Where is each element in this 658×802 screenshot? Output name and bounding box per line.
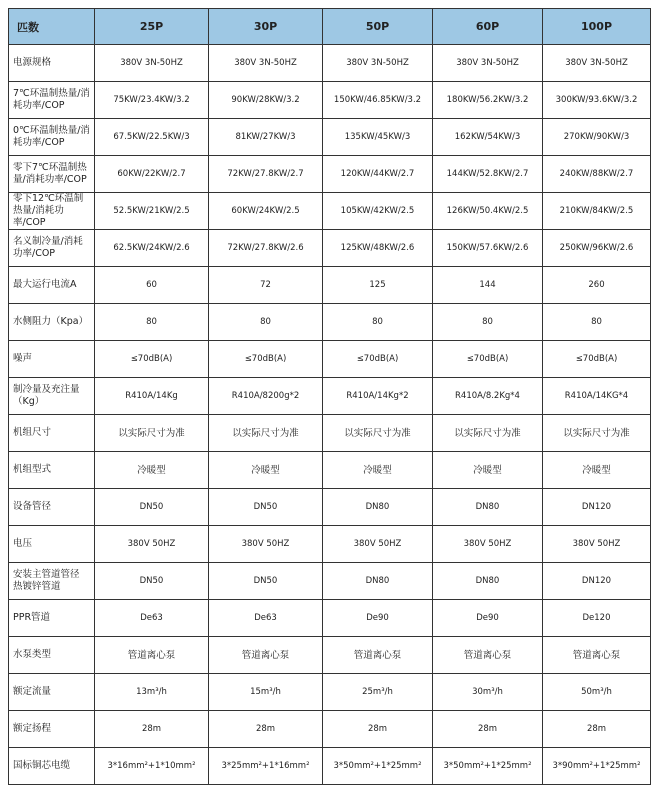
table-cell: ≤70dB(A) bbox=[543, 341, 651, 378]
spec-table bbox=[8, 8, 651, 785]
table-cell: DN120 bbox=[543, 489, 651, 526]
table-cell: 冷暖型 bbox=[323, 452, 433, 489]
table-cell: De90 bbox=[433, 600, 543, 637]
table-cell: 150KW/57.6KW/2.6 bbox=[433, 230, 543, 267]
table-cell: 135KW/45KW/3 bbox=[323, 119, 433, 156]
table-cell: 80 bbox=[433, 304, 543, 341]
table-cell: 28m bbox=[323, 711, 433, 748]
header-cell: 匹数 bbox=[9, 9, 95, 45]
table-cell: 126KW/50.4KW/2.5 bbox=[433, 193, 543, 230]
table-cell: DN80 bbox=[433, 563, 543, 600]
table-cell: 120KW/44KW/2.7 bbox=[323, 156, 433, 193]
table-cell: De120 bbox=[543, 600, 651, 637]
table-cell: 125KW/48KW/2.6 bbox=[323, 230, 433, 267]
table-cell: 80 bbox=[323, 304, 433, 341]
header-cell: 100P bbox=[543, 9, 651, 45]
row-label: 噪声 bbox=[9, 341, 95, 378]
table-cell: DN50 bbox=[209, 563, 323, 600]
table-cell: DN120 bbox=[543, 563, 651, 600]
table-cell: 240KW/88KW/2.7 bbox=[543, 156, 651, 193]
table-cell: 260 bbox=[543, 267, 651, 304]
table-cell: 105KW/42KW/2.5 bbox=[323, 193, 433, 230]
table-row bbox=[9, 711, 651, 748]
table-cell: 以实际尺寸为准 bbox=[543, 415, 651, 452]
table-row bbox=[9, 748, 651, 785]
table-cell: 以实际尺寸为准 bbox=[323, 415, 433, 452]
table-row bbox=[9, 267, 651, 304]
row-label: 电压 bbox=[9, 526, 95, 563]
table-cell: 125 bbox=[323, 267, 433, 304]
table-cell: ≤70dB(A) bbox=[209, 341, 323, 378]
table-cell: 3*16mm²+1*10mm² bbox=[95, 748, 209, 785]
table-cell: 162KW/54KW/3 bbox=[433, 119, 543, 156]
table-cell: 3*50mm²+1*25mm² bbox=[433, 748, 543, 785]
table-cell: De90 bbox=[323, 600, 433, 637]
table-row bbox=[9, 452, 651, 489]
table-cell: 72KW/27.8KW/2.6 bbox=[209, 230, 323, 267]
table-cell: 380V 50HZ bbox=[433, 526, 543, 563]
table-row bbox=[9, 193, 651, 230]
table-row bbox=[9, 637, 651, 674]
table-row bbox=[9, 230, 651, 267]
header-cell: 60P bbox=[433, 9, 543, 45]
table-cell: 冷暖型 bbox=[433, 452, 543, 489]
table-cell: 144 bbox=[433, 267, 543, 304]
table-cell: 冷暖型 bbox=[95, 452, 209, 489]
table-cell: 25m³/h bbox=[323, 674, 433, 711]
row-label: 最大运行电流A bbox=[9, 267, 95, 304]
table-cell: 以实际尺寸为准 bbox=[95, 415, 209, 452]
row-label: 机组尺寸 bbox=[9, 415, 95, 452]
table-cell: 3*25mm²+1*16mm² bbox=[209, 748, 323, 785]
table-cell: 50m³/h bbox=[543, 674, 651, 711]
table-cell: 90KW/28KW/3.2 bbox=[209, 82, 323, 119]
table-cell: DN80 bbox=[323, 489, 433, 526]
table-cell: 管道离心泵 bbox=[209, 637, 323, 674]
table-cell: 81KW/27KW/3 bbox=[209, 119, 323, 156]
table-cell: 210KW/84KW/2.5 bbox=[543, 193, 651, 230]
table-row bbox=[9, 526, 651, 563]
table-cell: R410A/8.2Kg*4 bbox=[433, 378, 543, 415]
row-label: 设备管径 bbox=[9, 489, 95, 526]
table-row bbox=[9, 563, 651, 600]
table-cell: 75KW/23.4KW/3.2 bbox=[95, 82, 209, 119]
table-row bbox=[9, 82, 651, 119]
table-cell: 15m³/h bbox=[209, 674, 323, 711]
table-cell: 80 bbox=[543, 304, 651, 341]
table-cell: DN80 bbox=[323, 563, 433, 600]
table-cell: 180KW/56.2KW/3.2 bbox=[433, 82, 543, 119]
table-cell: 52.5KW/21KW/2.5 bbox=[95, 193, 209, 230]
header-cell: 50P bbox=[323, 9, 433, 45]
row-label: PPR管道 bbox=[9, 600, 95, 637]
table-cell: 80 bbox=[95, 304, 209, 341]
row-label: 0℃环温制热量/消耗功率/COP bbox=[9, 119, 95, 156]
table-cell: 30m³/h bbox=[433, 674, 543, 711]
row-label: 零下12℃环温制热量/消耗功率/COP bbox=[9, 193, 95, 230]
table-cell: 13m³/h bbox=[95, 674, 209, 711]
table-cell: 80 bbox=[209, 304, 323, 341]
table-cell: 28m bbox=[209, 711, 323, 748]
table-cell: 380V 50HZ bbox=[543, 526, 651, 563]
table-cell: 3*90mm²+1*25mm² bbox=[543, 748, 651, 785]
table-cell: 380V 3N-50HZ bbox=[323, 45, 433, 82]
table-row bbox=[9, 415, 651, 452]
table-cell: ≤70dB(A) bbox=[95, 341, 209, 378]
row-label: 7℃环温制热量/消耗功率/COP bbox=[9, 82, 95, 119]
table-cell: DN80 bbox=[433, 489, 543, 526]
table-cell: 380V 50HZ bbox=[95, 526, 209, 563]
table-cell: 150KW/46.85KW/3.2 bbox=[323, 82, 433, 119]
table-cell: DN50 bbox=[95, 563, 209, 600]
table-row bbox=[9, 489, 651, 526]
row-label: 机组型式 bbox=[9, 452, 95, 489]
table-cell: 28m bbox=[95, 711, 209, 748]
table-cell: De63 bbox=[209, 600, 323, 637]
table-cell: 以实际尺寸为准 bbox=[209, 415, 323, 452]
row-label: 电源规格 bbox=[9, 45, 95, 82]
row-label: 水侧阻力（Kpa） bbox=[9, 304, 95, 341]
row-label: 零下7℃环温制热量/消耗功率/COP bbox=[9, 156, 95, 193]
table-cell: R410A/8200g*2 bbox=[209, 378, 323, 415]
table-cell: 62.5KW/24KW/2.6 bbox=[95, 230, 209, 267]
table-cell: R410A/14KG*4 bbox=[543, 378, 651, 415]
table-cell: 380V 3N-50HZ bbox=[433, 45, 543, 82]
row-label: 名义制冷量/消耗功率/COP bbox=[9, 230, 95, 267]
table-cell: 144KW/52.8KW/2.7 bbox=[433, 156, 543, 193]
table-cell: 380V 50HZ bbox=[209, 526, 323, 563]
table-row bbox=[9, 674, 651, 711]
table-cell: 380V 50HZ bbox=[323, 526, 433, 563]
row-label: 额定流量 bbox=[9, 674, 95, 711]
table-cell: 3*50mm²+1*25mm² bbox=[323, 748, 433, 785]
row-label: 安装主管道管径 热镀锌管道 bbox=[9, 563, 95, 600]
table-cell: 67.5KW/22.5KW/3 bbox=[95, 119, 209, 156]
table-cell: ≤70dB(A) bbox=[323, 341, 433, 378]
table-cell: DN50 bbox=[95, 489, 209, 526]
table-cell: De63 bbox=[95, 600, 209, 637]
spec-table-container bbox=[8, 8, 650, 785]
table-row bbox=[9, 119, 651, 156]
table-row bbox=[9, 600, 651, 637]
table-cell: 72 bbox=[209, 267, 323, 304]
table-cell: 冷暖型 bbox=[209, 452, 323, 489]
table-cell: 冷暖型 bbox=[543, 452, 651, 489]
table-row bbox=[9, 341, 651, 378]
row-label: 水泵类型 bbox=[9, 637, 95, 674]
table-row bbox=[9, 304, 651, 341]
table-cell: 380V 3N-50HZ bbox=[95, 45, 209, 82]
table-cell: ≤70dB(A) bbox=[433, 341, 543, 378]
header-cell: 30P bbox=[209, 9, 323, 45]
table-cell: 250KW/96KW/2.6 bbox=[543, 230, 651, 267]
table-cell: 380V 3N-50HZ bbox=[209, 45, 323, 82]
table-cell: 60KW/24KW/2.5 bbox=[209, 193, 323, 230]
row-label: 额定扬程 bbox=[9, 711, 95, 748]
table-cell: 管道离心泵 bbox=[433, 637, 543, 674]
table-cell: 72KW/27.8KW/2.7 bbox=[209, 156, 323, 193]
table-cell: 28m bbox=[543, 711, 651, 748]
table-cell: 270KW/90KW/3 bbox=[543, 119, 651, 156]
table-row bbox=[9, 378, 651, 415]
table-cell: 60 bbox=[95, 267, 209, 304]
table-cell: R410A/14Kg*2 bbox=[323, 378, 433, 415]
table-cell: 60KW/22KW/2.7 bbox=[95, 156, 209, 193]
table-cell: 380V 3N-50HZ bbox=[543, 45, 651, 82]
table-row bbox=[9, 156, 651, 193]
table-cell: 管道离心泵 bbox=[543, 637, 651, 674]
header-row bbox=[9, 9, 651, 45]
table-cell: 管道离心泵 bbox=[95, 637, 209, 674]
table-cell: 28m bbox=[433, 711, 543, 748]
table-cell: R410A/14Kg bbox=[95, 378, 209, 415]
table-cell: 以实际尺寸为准 bbox=[433, 415, 543, 452]
header-cell: 25P bbox=[95, 9, 209, 45]
table-cell: 管道离心泵 bbox=[323, 637, 433, 674]
table-cell: DN50 bbox=[209, 489, 323, 526]
row-label: 国标铜芯电缆 bbox=[9, 748, 95, 785]
table-row bbox=[9, 45, 651, 82]
row-label: 制冷量及充注量（Kg） bbox=[9, 378, 95, 415]
table-cell: 300KW/93.6KW/3.2 bbox=[543, 82, 651, 119]
